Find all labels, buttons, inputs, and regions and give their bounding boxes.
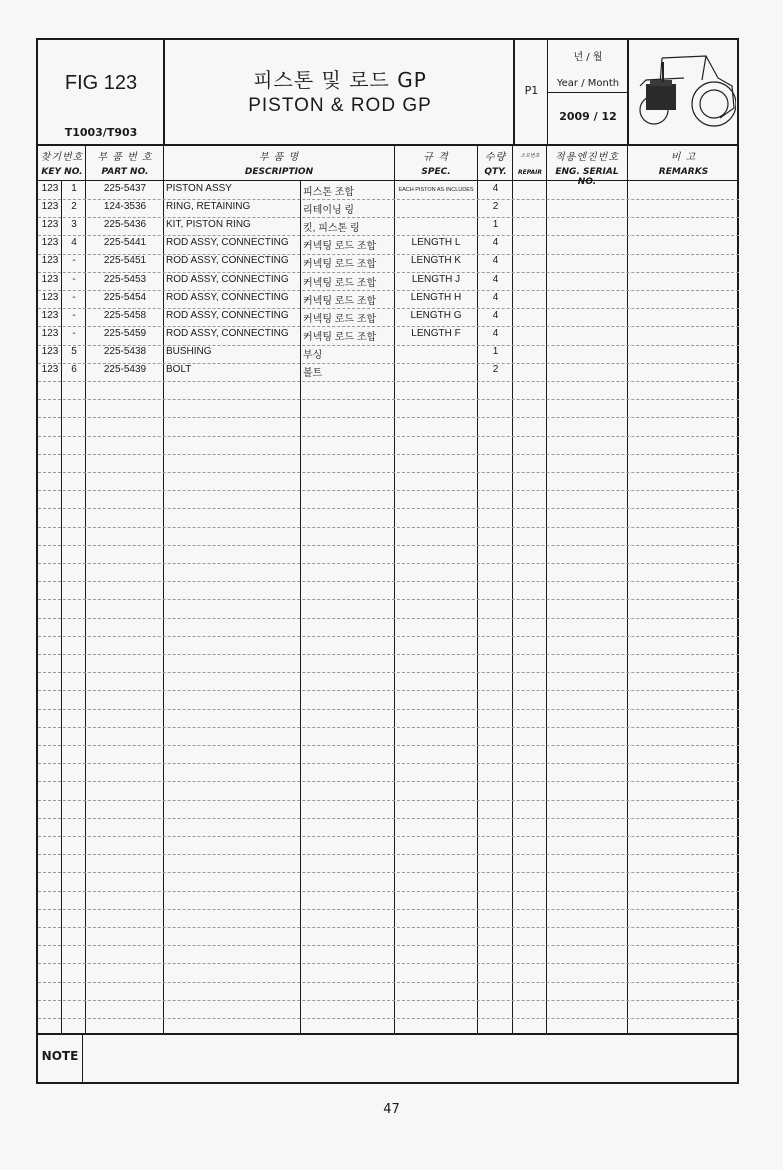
part-number: 225-5438 bbox=[103, 346, 147, 357]
quantity: 2 bbox=[492, 364, 499, 375]
col-line-8 bbox=[546, 146, 547, 1033]
description-korean: 리테이닝 링 bbox=[303, 205, 355, 216]
item-no: 4 bbox=[71, 237, 77, 248]
row-guide-line bbox=[38, 308, 739, 309]
col-serial-ko: 적용엔진번호 bbox=[555, 152, 619, 163]
item-no: - bbox=[72, 255, 76, 266]
description-korean: 커넥팅 로드 조합 bbox=[303, 332, 377, 343]
model-code: T1003/T903 bbox=[64, 126, 138, 139]
quantity: 4 bbox=[492, 310, 499, 321]
item-no: 6 bbox=[71, 364, 77, 375]
item-no: - bbox=[72, 292, 76, 303]
row-guide-line bbox=[38, 217, 739, 218]
description: ROD ASSY, CONNECTING bbox=[166, 328, 289, 339]
description: PISTON ASSY bbox=[166, 183, 232, 194]
row-guide-line bbox=[38, 436, 739, 437]
spec: LENGTH J bbox=[411, 274, 461, 285]
item-no: 5 bbox=[71, 346, 77, 357]
col-spec-en: SPEC. bbox=[421, 167, 451, 177]
quantity: 4 bbox=[492, 274, 499, 285]
col-part-en: PART NO. bbox=[101, 167, 149, 177]
key-no: 123 bbox=[41, 201, 59, 212]
year-month-divider bbox=[548, 92, 628, 93]
row-guide-line bbox=[38, 672, 739, 673]
row-guide-line bbox=[38, 781, 739, 782]
row-guide-line bbox=[38, 854, 739, 855]
col-repair-en: REPAIR bbox=[517, 169, 543, 176]
row-guide-line bbox=[38, 763, 739, 764]
title-korean: 피스톤 및 로드 GP bbox=[253, 68, 427, 92]
col-line-9 bbox=[627, 146, 628, 1033]
part-number: 225-5439 bbox=[103, 364, 147, 375]
item-no: - bbox=[72, 274, 76, 285]
row-guide-line bbox=[38, 636, 739, 637]
part-number: 225-5451 bbox=[103, 255, 147, 266]
row-guide-line bbox=[38, 399, 739, 400]
quantity: 1 bbox=[492, 346, 499, 357]
spec: LENGTH F bbox=[411, 328, 461, 339]
quantity: 4 bbox=[492, 328, 499, 339]
description: BUSHING bbox=[166, 346, 212, 357]
quantity: 4 bbox=[492, 292, 499, 303]
col-desc-en: DESCRIPTION bbox=[244, 167, 314, 177]
description-korean: 부싱 bbox=[303, 350, 323, 361]
spec: LENGTH G bbox=[410, 310, 462, 321]
key-no: 123 bbox=[41, 274, 59, 285]
row-guide-line bbox=[38, 326, 739, 327]
row-guide-line bbox=[38, 545, 739, 546]
key-no: 123 bbox=[41, 364, 59, 375]
quantity: 4 bbox=[492, 255, 499, 266]
key-no: 123 bbox=[41, 237, 59, 248]
col-key-en: KEY NO. bbox=[41, 167, 83, 177]
description-korean: 커넥팅 로드 조합 bbox=[303, 314, 377, 325]
row-guide-line bbox=[38, 199, 739, 200]
description-korean: 킷, 피스톤 링 bbox=[303, 223, 360, 234]
description-korean: 커넥팅 로드 조합 bbox=[303, 259, 377, 270]
row-guide-line bbox=[38, 1000, 739, 1001]
row-guide-line bbox=[38, 891, 739, 892]
note-label: NOTE bbox=[41, 1049, 79, 1063]
col-remarks-ko: 비 고 bbox=[670, 152, 697, 163]
row-guide-line bbox=[38, 599, 739, 600]
col-desc-ko: 부 품 명 bbox=[258, 152, 300, 163]
row-guide-line bbox=[38, 581, 739, 582]
description-korean: 피스톤 조합 bbox=[303, 187, 355, 198]
item-no: - bbox=[72, 328, 76, 339]
row-guide-line bbox=[38, 508, 739, 509]
tractor-icon bbox=[632, 44, 736, 134]
part-number: 225-5441 bbox=[103, 237, 147, 248]
col-spec-ko: 규 격 bbox=[423, 152, 449, 163]
description: RING, RETAINING bbox=[166, 201, 251, 212]
column-header-divider bbox=[38, 180, 739, 181]
page-number: 47 bbox=[383, 1102, 400, 1117]
description: ROD ASSY, CONNECTING bbox=[166, 310, 289, 321]
part-number: 225-5459 bbox=[103, 328, 147, 339]
row-guide-line bbox=[38, 527, 739, 528]
key-no: 123 bbox=[41, 219, 59, 230]
part-number: 225-5453 bbox=[103, 274, 147, 285]
row-guide-line bbox=[38, 290, 739, 291]
quantity: 2 bbox=[492, 201, 499, 212]
col-part-ko: 부 품 번 호 bbox=[97, 152, 153, 163]
part-number: 124-3536 bbox=[103, 201, 147, 212]
row-guide-line bbox=[38, 490, 739, 491]
note-divider-v bbox=[82, 1034, 83, 1084]
item-no: 2 bbox=[71, 201, 77, 212]
row-guide-line bbox=[38, 1018, 739, 1019]
row-guide-line bbox=[38, 563, 739, 564]
description: ROD ASSY, CONNECTING bbox=[166, 237, 289, 248]
item-no: - bbox=[72, 310, 76, 321]
part-number: 225-5458 bbox=[103, 310, 147, 321]
header-divider bbox=[38, 144, 739, 146]
col-serial-en: ENG. SERIAL NO. bbox=[555, 167, 619, 187]
spec: LENGTH H bbox=[410, 292, 462, 303]
description: KIT, PISTON RING bbox=[166, 219, 251, 230]
row-guide-line bbox=[38, 381, 739, 382]
part-number: 225-5437 bbox=[103, 183, 147, 194]
row-guide-line bbox=[38, 727, 739, 728]
key-no: 123 bbox=[41, 346, 59, 357]
year-month-label-en: Year / Month bbox=[556, 78, 620, 89]
row-guide-line bbox=[38, 818, 739, 819]
description: ROD ASSY, CONNECTING bbox=[166, 274, 289, 285]
title-english: PISTON & ROD GP bbox=[248, 95, 432, 116]
description: ROD ASSY, CONNECTING bbox=[166, 255, 289, 266]
col-remarks-en: REMARKS bbox=[658, 167, 709, 177]
description-korean: 커넥팅 로드 조합 bbox=[303, 278, 377, 289]
row-guide-line bbox=[38, 417, 739, 418]
description: BOLT bbox=[166, 364, 192, 375]
row-guide-line bbox=[38, 963, 739, 964]
row-guide-line bbox=[38, 235, 739, 236]
item-no: 1 bbox=[71, 183, 77, 194]
quantity: 1 bbox=[492, 219, 499, 230]
row-guide-line bbox=[38, 454, 739, 455]
row-guide-line bbox=[38, 872, 739, 873]
page-code: P1 bbox=[524, 84, 539, 97]
row-guide-line bbox=[38, 800, 739, 801]
year-month-value: 2009 / 12 bbox=[559, 110, 617, 123]
row-guide-line bbox=[38, 472, 739, 473]
row-guide-line bbox=[38, 618, 739, 619]
key-no: 123 bbox=[41, 292, 59, 303]
row-guide-line bbox=[38, 836, 739, 837]
row-guide-line bbox=[38, 945, 739, 946]
description: ROD ASSY, CONNECTING bbox=[166, 292, 289, 303]
row-guide-line bbox=[38, 690, 739, 691]
key-no: 123 bbox=[41, 255, 59, 266]
part-number: 225-5436 bbox=[103, 219, 147, 230]
col-qty-en: QTY. bbox=[484, 167, 507, 177]
row-guide-line bbox=[38, 709, 739, 710]
row-guide-line bbox=[38, 909, 739, 910]
row-guide-line bbox=[38, 272, 739, 273]
note-divider bbox=[38, 1033, 739, 1035]
spec: LENGTH L bbox=[411, 237, 461, 248]
row-guide-line bbox=[38, 927, 739, 928]
col-qty-ko: 수량 bbox=[484, 152, 507, 163]
figure-number: FIG 123 bbox=[64, 72, 138, 94]
key-no: 123 bbox=[41, 183, 59, 194]
quantity: 4 bbox=[492, 183, 499, 194]
quantity: 4 bbox=[492, 237, 499, 248]
row-guide-line bbox=[38, 982, 739, 983]
year-month-label-ko: 년 / 월 bbox=[573, 52, 603, 63]
col-key-ko: 찾기번호 bbox=[40, 152, 84, 163]
part-number: 225-5454 bbox=[103, 292, 147, 303]
row-guide-line bbox=[38, 654, 739, 655]
col-repair-ko: 소모번호 bbox=[520, 153, 540, 159]
row-guide-line bbox=[38, 745, 739, 746]
key-no: 123 bbox=[41, 310, 59, 321]
item-no: 3 bbox=[71, 219, 77, 230]
description-korean: 볼트 bbox=[303, 368, 323, 379]
key-no: 123 bbox=[41, 328, 59, 339]
spec: LENGTH K bbox=[410, 255, 461, 266]
description-korean: 커넥팅 로드 조합 bbox=[303, 241, 377, 252]
description-korean: 커넥팅 로드 조합 bbox=[303, 296, 377, 307]
spec: EACH PISTON AS INCLUDES bbox=[398, 187, 474, 193]
